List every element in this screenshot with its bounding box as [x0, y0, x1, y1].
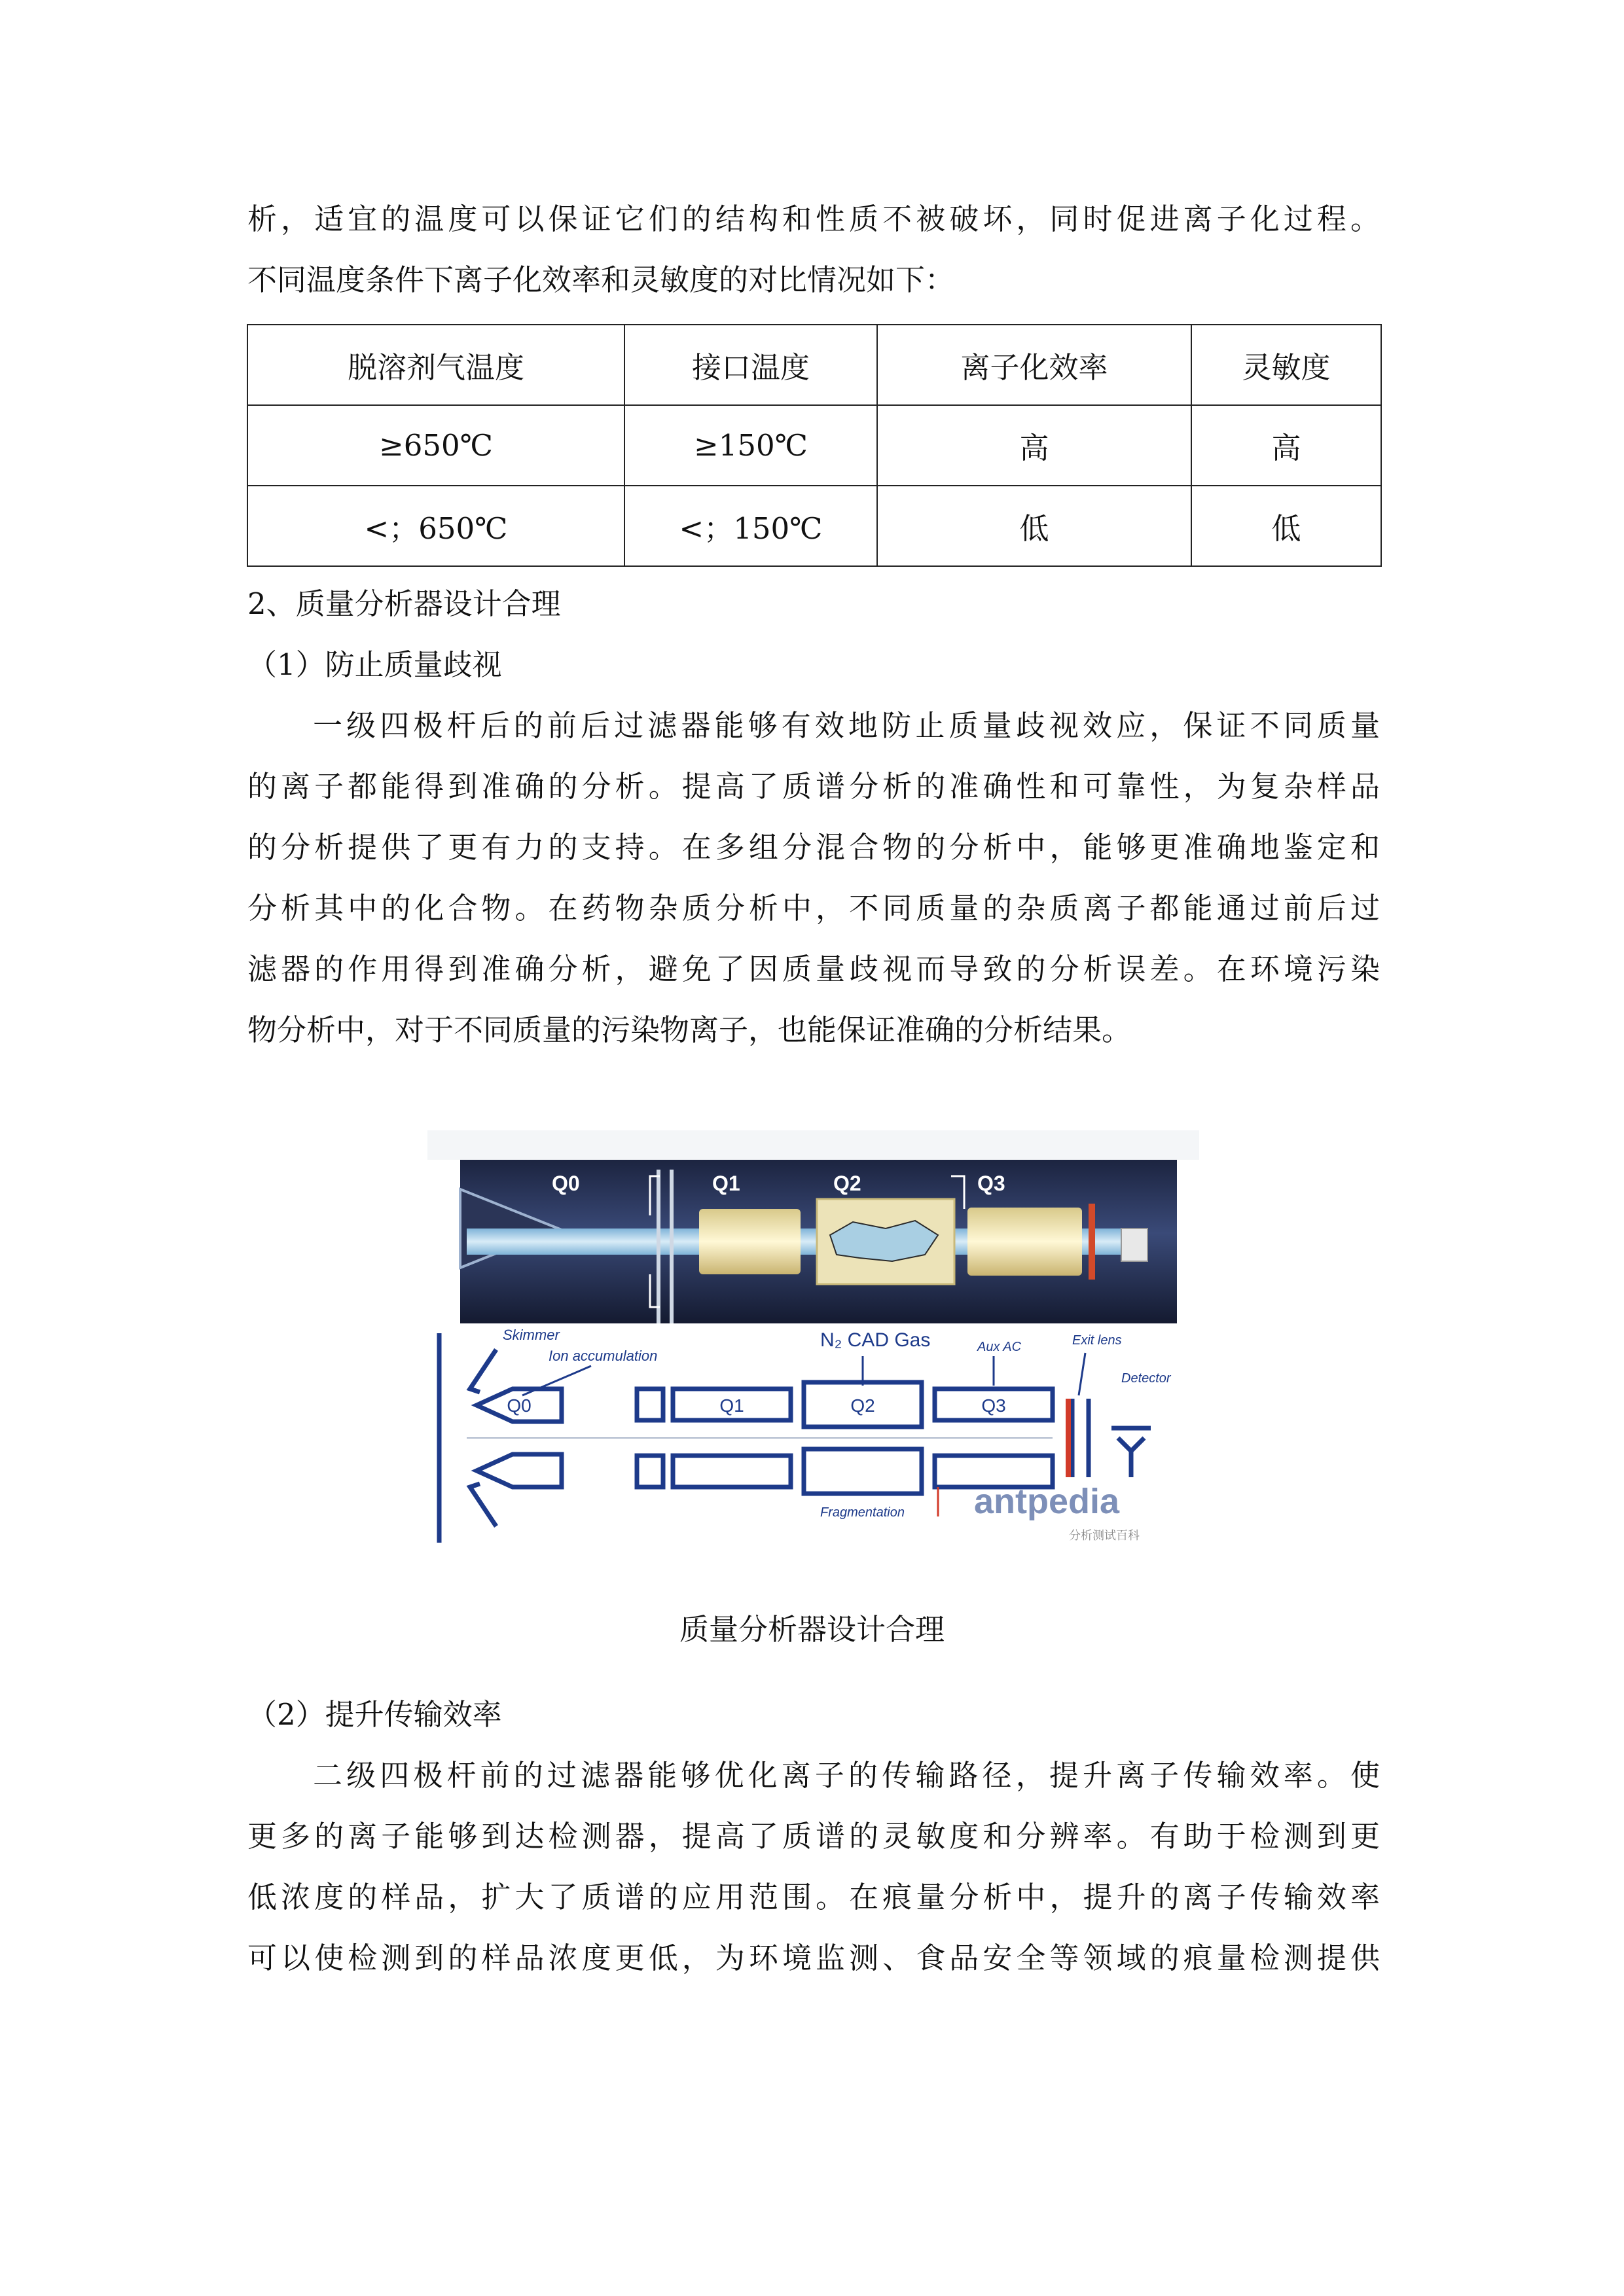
photo-label-q1: Q1 — [712, 1172, 740, 1195]
paragraph-1-line-3: 的分析提供了更有力的支持。在多组分混合物的分析中，能够更准确地鉴定和 — [247, 830, 1380, 865]
section-heading: 2、质量分析器设计合理 — [247, 586, 561, 621]
schematic-label-q2: Q2 — [850, 1395, 875, 1416]
table-cell: ≥650℃ — [247, 405, 624, 486]
mass-analyzer-diagram — [427, 1130, 1199, 1554]
subheading-2: （2）提升传输效率 — [247, 1697, 502, 1732]
paragraph-top-line-1: 析，适宜的温度可以保证它们的结构和性质不被破坏，同时促进离子化过程。 — [247, 202, 1380, 236]
lens-plate — [657, 1170, 660, 1323]
paragraph-1-line-5: 滤器的作用得到准确分析，避免了因质量歧视而导致的分析误差。在环境污染 — [247, 952, 1380, 986]
lens-plate — [670, 1170, 674, 1323]
table-cell: 低 — [877, 486, 1191, 566]
paragraph-2-line-1: 二级四极杆前的过滤器能够优化离子的传输路径，提升离子传输效率。使 — [313, 1758, 1380, 1793]
paragraph-2-line-3: 低浓度的样品，扩大了质谱的应用范围。在痕量分析中，提升的离子传输效率 — [247, 1880, 1380, 1914]
table-header-row — [247, 325, 1381, 405]
photo-label-q2: Q2 — [833, 1172, 861, 1195]
paragraph-1-line-4: 分析其中的化合物。在药物杂质分析中，不同质量的杂质离子都能通过前后过 — [247, 891, 1380, 925]
photo-label-q0: Q0 — [552, 1172, 580, 1195]
figure-caption: 质量分析器设计合理 — [679, 1612, 945, 1647]
table-header-cell: 接口温度 — [624, 325, 877, 405]
label-ion-accumulation: Ion accumulation — [549, 1348, 658, 1364]
table-header-cell: 离子化效率 — [877, 325, 1191, 405]
antpedia-logo: antpedia — [974, 1482, 1120, 1521]
table-cell: 高 — [1191, 405, 1381, 486]
paragraph-1-line-1: 一级四极杆后的前后过滤器能够有效地防止质量歧视效应，保证不同质量 — [313, 708, 1380, 743]
schematic-label-q1: Q1 — [719, 1395, 744, 1416]
label-exit-lens: Exit lens — [1072, 1333, 1122, 1348]
tube-top-bg — [427, 1130, 1199, 1160]
table-row — [247, 405, 1381, 486]
label-skimmer: Skimmer — [503, 1327, 560, 1343]
exit-lens-pointer — [1079, 1353, 1085, 1395]
schematic-label-q3: Q3 — [981, 1395, 1006, 1416]
paragraph-2-line-2: 更多的离子能够到达检测器，提高了质谱的灵敏度和分辨率。有助于检测到更 — [247, 1819, 1380, 1854]
subheading-1: （1）防止质量歧视 — [247, 647, 502, 682]
temperature-comparison-table — [247, 324, 1382, 567]
schematic-label-q0: Q0 — [507, 1395, 532, 1416]
table-cell: <；150℃ — [624, 486, 877, 566]
photo-label-q3: Q3 — [977, 1172, 1005, 1195]
label-fragmentation: Fragmentation — [820, 1505, 905, 1520]
mass-analyzer-figure — [427, 1130, 1199, 1554]
paragraph-1-line-6: 物分析中，对于不同质量的污染物离子，也能保证准确的分析结果。 — [247, 1013, 1132, 1047]
table-cell: 低 — [1191, 486, 1381, 566]
table-header-cell: 灵敏度 — [1191, 325, 1381, 405]
table-header-cell: 脱溶剂气温度 — [247, 325, 624, 405]
exit-lens-red — [1066, 1399, 1071, 1477]
label-detector: Detector — [1121, 1371, 1171, 1386]
table-row — [247, 486, 1381, 566]
paragraph-2-line-4: 可以使检测到的样品浓度更低，为环境监测、食品安全等领域的痕量检测提供 — [247, 1941, 1380, 1975]
label-aux-ac: Aux AC — [977, 1340, 1022, 1354]
antpedia-logo-subtitle: 分析测试百科 — [1069, 1529, 1140, 1543]
q1-rods — [699, 1209, 801, 1274]
detector-block — [1121, 1229, 1147, 1261]
paragraph-1-line-2: 的离子都能得到准确的分析。提高了质谱分析的准确性和可靠性，为复杂样品 — [247, 769, 1380, 804]
paragraph-top-line-2: 不同温度条件下离子化效率和灵敏度的对比情况如下： — [247, 262, 955, 297]
table-cell: ≥150℃ — [624, 405, 877, 486]
table-cell: 高 — [877, 405, 1191, 486]
exit-lens-plate — [1089, 1204, 1095, 1280]
q3-rods — [967, 1208, 1082, 1276]
table-cell: <；650℃ — [247, 486, 624, 566]
label-gas: N₂ CAD Gas — [820, 1329, 931, 1351]
